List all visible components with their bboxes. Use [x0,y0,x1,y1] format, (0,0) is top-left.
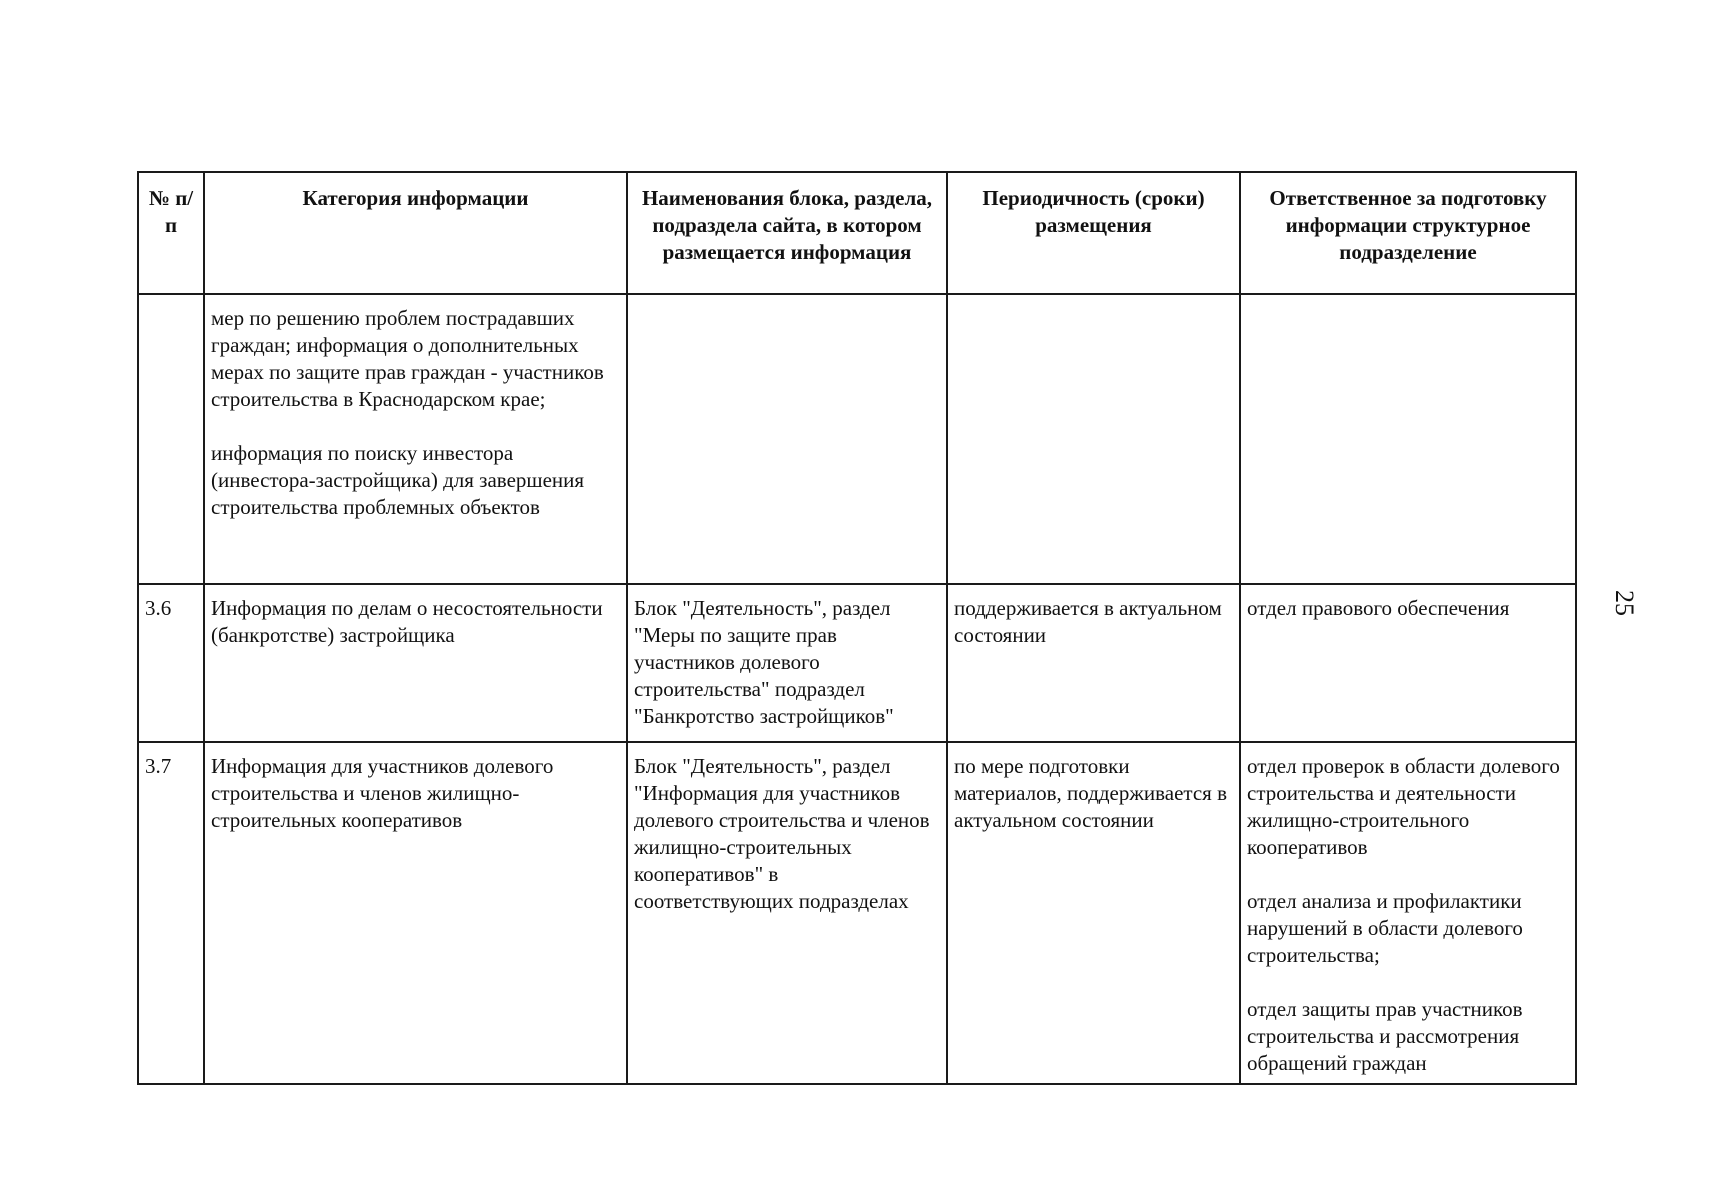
cell-responsible [1240,294,1576,584]
table-row-3-7 [138,742,1576,1084]
category-paragraph: мер по решению проблем пострадавших граждан; информация о дополнительных мерах по защите прав граждан - участников строительства в Краснодарском крае; [211,306,604,411]
header-periodicity: Периодичность (сроки) размещения [947,172,1240,294]
responsible-paragraph: отдел правового обеспечения [1247,596,1510,620]
header-number: № п/п [138,172,204,294]
table-header-row [138,172,1576,294]
cell-category [204,584,627,742]
cell-periodicity: поддерживается в актуальном состоянии [947,584,1240,742]
page-number: 25 [1610,590,1639,616]
cell-number: 3.7 [138,742,204,1084]
cell-category [204,742,627,1084]
cell-section [627,294,947,584]
header-responsible: Ответственное за подготовку информации структурное подразделение [1240,172,1576,294]
cell-section: Блок "Деятельность", раздел "Меры по защите прав участников долевого строительства" подраздел "Банкротство застройщиков" [627,584,947,742]
cell-responsible [1240,742,1576,1084]
information-table [137,171,1577,1085]
cell-responsible [1240,584,1576,742]
table-row-3-6 [138,584,1576,742]
cell-category [204,294,627,584]
cell-number [138,294,204,584]
responsible-paragraph: отдел анализа и профилактики нарушений в области долевого строительства; [1247,889,1523,967]
header-category: Категория информации [204,172,627,294]
responsible-paragraph: отдел защиты прав участников строительства и рассмотрения обращений граждан [1247,997,1523,1075]
responsible-paragraph: отдел проверок в области долевого строительства и деятельности жилищно-строительного кооперативов [1247,754,1560,859]
category-paragraph: Информация для участников долевого строительства и членов жилищно-строительных кооперативов [211,754,554,832]
cell-number: 3.6 [138,584,204,742]
cell-periodicity [947,294,1240,584]
table-row-continuation [138,294,1576,584]
category-paragraph: Информация по делам о несостоятельности (банкротстве) застройщика [211,596,603,647]
cell-section: Блок "Деятельность", раздел "Информация для участников долевого строительства и членов жилищно-строительных кооперативов" в соответствующих подразделах [627,742,947,1084]
header-section: Наименования блока, раздела, подраздела сайта, в котором размещается информация [627,172,947,294]
cell-periodicity: по мере подготовки материалов, поддерживается в актуальном состоянии [947,742,1240,1084]
category-paragraph: информация по поиску инвестора (инвестора-застройщика) для завершения строительства проблемных объектов [211,441,585,519]
